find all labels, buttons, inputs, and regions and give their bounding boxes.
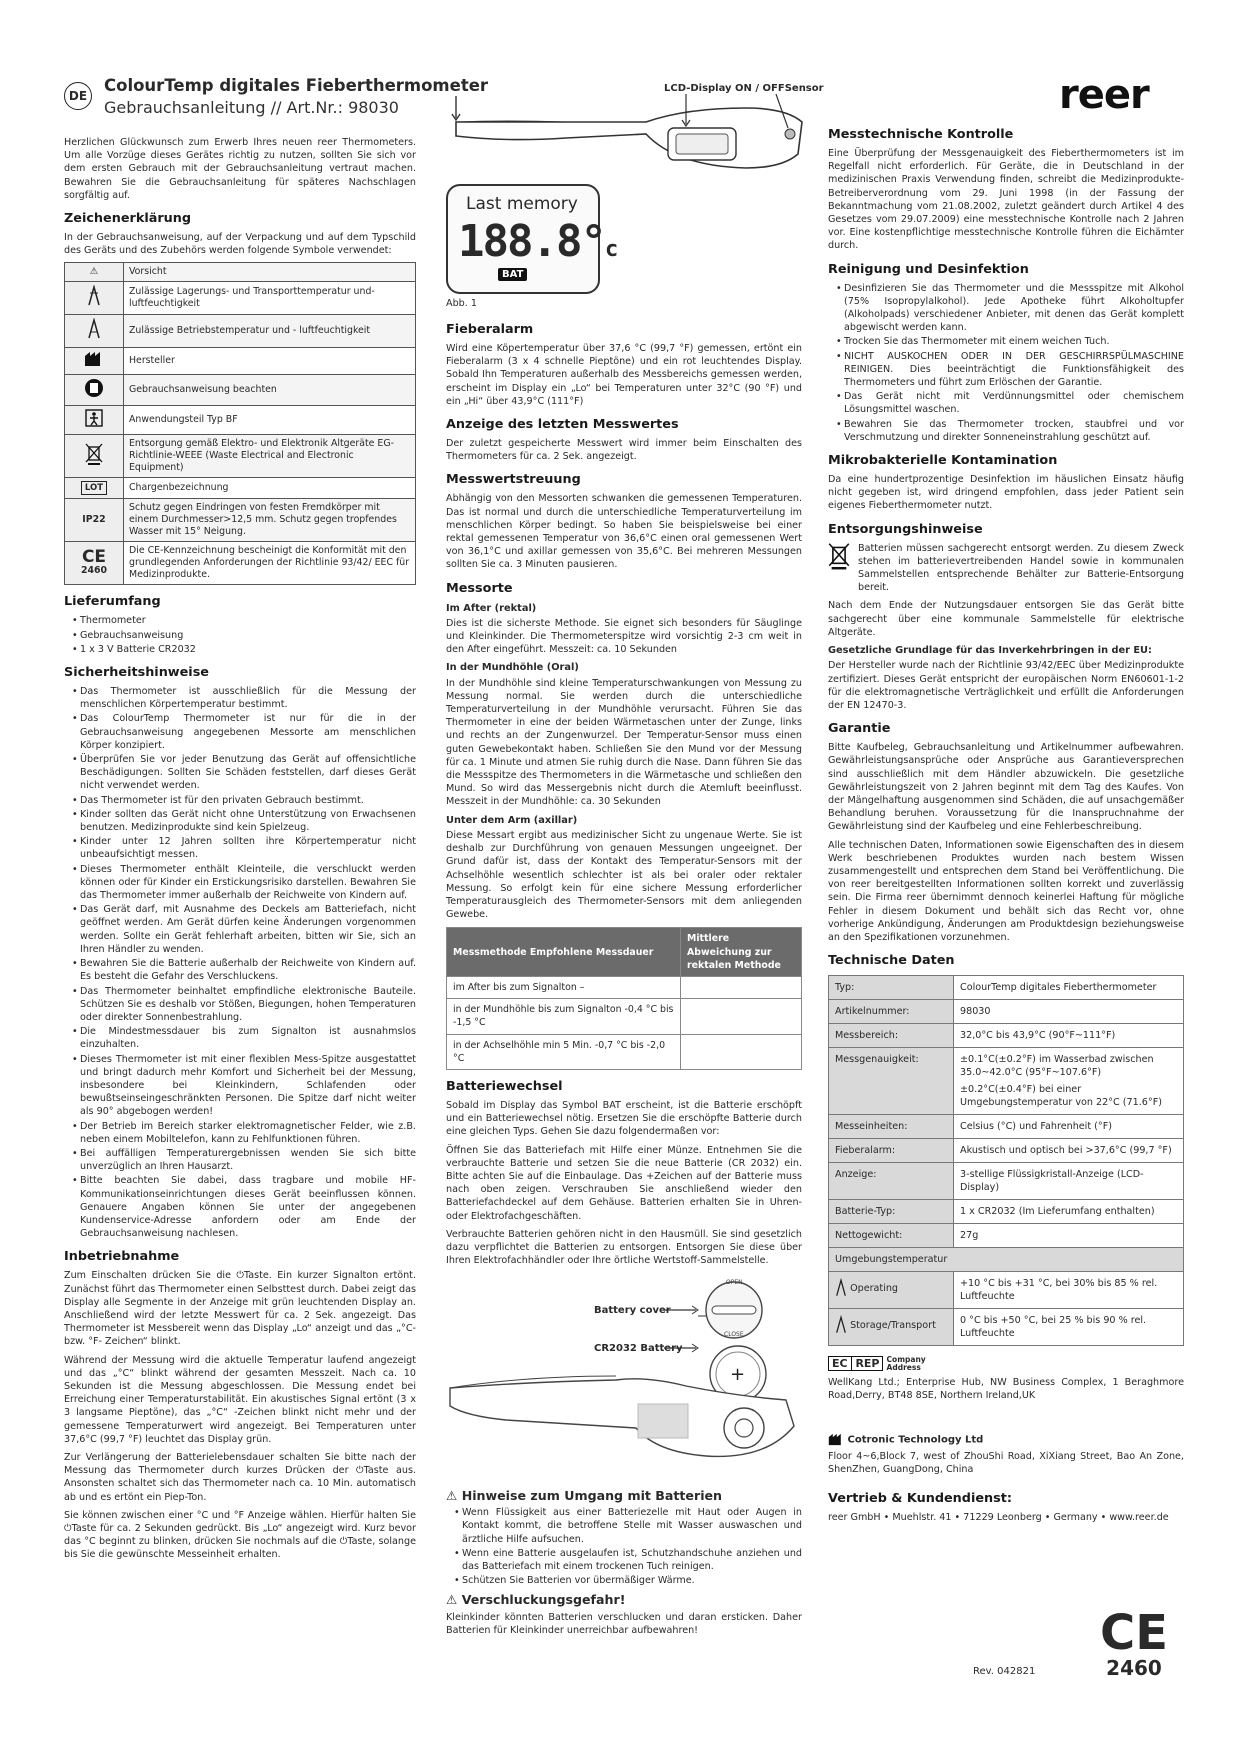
disposal-battery-text: Batterien müssen sachgerecht entsorgt werden. Zu diesem Zweck stehen im batterievertreibenden Handel sowie in kommunalen Sammelstellen entsprechende Behälter zur Batterie-Entsorgung bereit. xyxy=(858,542,1184,594)
axillar-heading: Unter dem Arm (axillar) xyxy=(446,814,578,826)
symbol-row xyxy=(65,348,416,375)
battery-type-label: CR2032 Battery xyxy=(594,1343,683,1354)
intro-text: Herzlichen Glückwunsch zum Erwerb Ihres neuen reer Thermometers. Um alle Vorzüge dieses Gerätes richtig zu nutzen, sollten Sie sich vor dem ersten Gebrauch mit der Gebrauchsanleitung vertraut machen. Bewahren Sie die Gebrauchsanleitung für späteres Nachschlagen sorgfältig auf. xyxy=(64,137,416,201)
list-item: • Dieses Thermometer ist mit einer flexiblen Mess-Spitze ausgestattet und bringt dadurch mehr Komfort und Sicherheit bei der Messung, insbesondere bei Kleinkindern, Schlafenden oder bewußtseinseingeschränkten Personen. Die Spitze darf nicht weiter als 90° abgebogen werden! xyxy=(74,1053,416,1119)
symbol-label: Schutz gegen Eindringen von festen Fremdkörper mit einem Durchmesser>12,5 mm. Schutz gegen tropfendes Wasser mit 15° Neigung. xyxy=(124,499,416,542)
disposal-battery xyxy=(828,542,1184,595)
tech-key: Nettogewicht: xyxy=(829,1224,954,1248)
symbol-label: Zulässige Lagerungs- und Transporttemperatur und- luftfeuchtigkeit xyxy=(124,282,416,315)
last-value-heading: Anzeige des letzten Messwertes xyxy=(446,417,679,433)
ec-rep-block xyxy=(828,1356,1184,1372)
tech-key: Messbereich: xyxy=(829,1024,954,1048)
tech-value: 0 °C bis +50 °C, bei 25 % bis 90 % rel. Luftfeuchte xyxy=(954,1309,1184,1346)
instructions-icon xyxy=(65,375,124,406)
table-row xyxy=(829,1024,1184,1048)
battery-hints-heading: ⚠ Hinweise zum Umgang mit Batterien xyxy=(446,1488,723,1503)
table-row xyxy=(829,1224,1184,1248)
list-item: • Schützen Sie Batterien vor übermäßiger Wärme. xyxy=(456,1574,802,1587)
table-row xyxy=(829,1000,1184,1024)
warranty-heading: Garantie xyxy=(828,721,891,737)
manufacturer-block xyxy=(828,1433,1184,1447)
micro-text: Da eine hundertprozentige Desinfektion im häuslichen Einsatz häufig nicht gegeben ist, wird dringend empfohlen, dass jeder Patient sein eigenes Fieberthermometer nutzt. xyxy=(828,474,1184,512)
document-subtitle: Gebrauchsanleitung // Art.Nr.: 98030 xyxy=(104,98,399,117)
figure-label-lcd-sensor: LCD-Display ON / OFFSensor xyxy=(664,83,824,94)
ce-icon: CE xyxy=(81,547,107,568)
warranty-paragraph: Bitte Kaufbeleg, Gebrauchsanleitung und Artikelnummer aufbewahren. Gewährleistungsansprüche oder Ansprüche aus Garantieversprechen sind ausschließlich mit dem Händler abzuwickeln. Die gesetzliche Gewährleistungszeit von 2 Jahren beginnt mit dem Tag des Kaufes. Von der Mängelhaftung ausgenommen sind Schäden, die auf unsachgemäßer Behandlung beruhen. Voraussetzung für die Inanspruchnahme der Gewährleistung sind der Kaufbeleg und eine Fehlerbeschreibung. xyxy=(828,742,1184,833)
manufacturer-icon xyxy=(65,348,124,375)
list-item: • Desinfizieren Sie das Thermometer und die Messspitze mit Alkohol (75% Isopropylalkohol). Jede Apotheke führt Alkoholtupfer (Alkoholpads) verschiedener Anbieter, mit denen das Gerät komplett abgewischt werden kann. xyxy=(838,282,1184,335)
tech-value: Akustisch und optisch bei >37,6°C (99,7 °F) xyxy=(954,1139,1184,1163)
manufacturer-address: Floor 4~6,Block 7, west of ZhouShi Road, XiXiang Street, Bao An Zone, ShenZhen, GuangDong, China xyxy=(828,1451,1184,1476)
table-cell xyxy=(681,999,802,1034)
symbol-label: Vorsicht xyxy=(124,263,416,282)
list-item: • Das Thermometer ist für den privaten Gebrauch bestimmt. xyxy=(74,794,416,807)
tech-key: Messgenauigkeit: xyxy=(829,1048,954,1115)
tech-value: 32,0°C bis 43,9°C (90°F~111°F) xyxy=(954,1024,1184,1048)
table-cell: im After bis zum Signalton – xyxy=(447,976,681,998)
table-row xyxy=(447,1034,802,1069)
warning-icon: ⚠ xyxy=(446,1488,462,1503)
tech-key: Batterie-Typ: xyxy=(829,1200,954,1224)
list-item: • Gebrauchsanweisung xyxy=(74,629,416,642)
legal-text: Der Hersteller wurde nach der Richtlinie 93/42/EEC über Medizinprodukte zertifiziert. Dieses Gerät entspricht der europäischen Norm EN60601-1-2 für die elektromagnetische Verträglichkeit und erfüllt die Anforderungen der EN 12470-3. xyxy=(828,660,1184,711)
list-item: • NICHT AUSKOCHEN ODER IN DER GESCHIRRSPÜLMASCHINE REINIGEN. Dies beeinträchtigt die Funktionsfähigkeit des Thermometers und führt zum Erlöschen der Garantie. xyxy=(838,350,1184,390)
list-item: • Kinder unter 12 Jahren sollten ihre Körpertemperatur nicht unbeaufsichtigt messen. xyxy=(74,835,416,861)
distribution-heading: Vertrieb & Kundendienst: xyxy=(828,1490,1012,1506)
list-item: • Bei auffälligen Temperaturergebnissen wenden Sie sich bitte unverzüglich an Ihren Hausarzt. xyxy=(74,1147,416,1173)
tech-key: Fieberalarm: xyxy=(829,1139,954,1163)
safety-list xyxy=(64,685,416,1240)
symbol-row xyxy=(65,406,416,435)
lcd-bat-indicator: BAT xyxy=(498,268,527,281)
language-badge: DE xyxy=(64,82,92,110)
column-middle xyxy=(446,322,802,1272)
symbol-row xyxy=(65,435,416,478)
manufacturer-icon xyxy=(828,1433,844,1446)
brand-logo: reer xyxy=(1059,72,1149,118)
ip22-icon: IP22 xyxy=(65,499,124,542)
tech-value: 27g xyxy=(954,1224,1184,1248)
startup-paragraph: Sie können zwischen einer °C und °F Anzeige wählen. Hierfür halten Sie ⏻Taste für ca. 2 Sekunden gedrückt. Bis „Lo“ angezeigt wird. Kurz bevor das °C beginnt zu blinken, drücken Sie nochmals auf die ⏻Taste, solange bis Sie die gewünschte Messeinheit erhalten. xyxy=(64,1509,416,1561)
variance-text: Abhängig von den Messorten schwanken die gemessenen Temperaturen. Das ist normal und durch die unterschiedliche Temperaturverteilung im menschlichen Körper bedingt. So haben Sie beispielsweise bei einer rektal gemessenen Temperatur von 36,6°C einen oral gemessenen Wert von 36,1°C und axillar gemessen von 35,6°C. Bei mehreren Messungen sollten Sie ca. 3 Minuten pausieren. xyxy=(446,493,802,571)
list-item: • Trocken Sie das Thermometer mit einem weichen Tuch. xyxy=(838,335,1184,348)
table-row xyxy=(829,1048,1184,1115)
ce-mark xyxy=(1100,1605,1169,1680)
symbol-row xyxy=(65,263,416,282)
list-item: • Thermometer xyxy=(74,614,416,627)
metrology-text: Eine Überprüfung der Messgenauigkeit des Fieberthermometers ist im Regelfall nicht erforderlich. Für Geräte, die in Deutschland in der medizinischen Praxis Verwendung finden, schreibt die Medizinprodukte-Betreiberverordnung vom 29. Juni 1998 (in der Fassung der Bekanntmachung vom 21.08.2002, zuletzt geändert durch Artikel 4 des Gesetzes vom 29.07.2009) eine messtechnische Kontrolle nach 2 Jahren vor. Eine kostenpflichtige messtechnische Kontrolle führen die Eichämter durch. xyxy=(828,148,1184,252)
tech-table xyxy=(828,975,1184,1346)
weee-icon xyxy=(828,542,850,570)
table-row xyxy=(829,1115,1184,1139)
axillar-text: Diese Messart ergibt aus medizinischer Sicht zu ungenaue Werte. Sie ist deshalb zur Durchführung von genauen Messungen ungeeignet. Der Grund dafür ist, dass der Kontakt des Temperatur-Sensors mit der Achselhöhle wesentlich schlechter ist als bei oraler oder rektaler Messung. So erfolgt kein für eine sichere Messung erforderlicher Temperaturausgleich des Thermometer-Sensors mit dem anliegenden Gewebe. xyxy=(446,829,802,921)
list-item: • 1 x 3 V Batterie CR2032 xyxy=(74,643,416,656)
tech-key: Anzeige: xyxy=(829,1163,954,1200)
list-item: • Bewahren Sie die Batterie außerhalb der Reichweite von Kindern auf. Es besteht die Gefahr des Verschluckens. xyxy=(74,957,416,983)
startup-paragraph: Zum Einschalten drücken Sie die ⏻Taste. Ein kurzer Signalton ertönt. Zunächst führt das Thermometer einen Selbsttest durch. Dabei zeigt das Display alle Segmente in der Anzeige mit grün leuchtenden Display an. Anschließend wird der letzte Messwert für ca. 2 Sek. angezeigt. Das Thermometer ist Messbereit wenn das Display „Lo“ anzeigt und das „°C- bzw. °F- Zeichen“ blinkt. xyxy=(64,1270,416,1348)
sites-heading: Messorte xyxy=(446,580,513,596)
column-header: Mittlere Abweichung zur rektalen Methode xyxy=(681,928,802,977)
revision: Rev. 042821 xyxy=(973,1666,1036,1677)
table-cell: in der Mundhöhle bis zum Signalton -0,4 °C bis -1,5 °C xyxy=(447,999,681,1034)
ec-rep-address: WellKang Ltd.; Enterprise Hub, NW Business Complex, 1 Beraghmore Road,Derry, BT48 8SE, Northern Ireland,UK xyxy=(828,1377,1184,1402)
close-label: CLOSE xyxy=(724,1331,744,1338)
thermometer-illustration xyxy=(446,94,806,180)
last-value-text: Der zuletzt gespeicherte Messwert wird immer beim Einschalten des Thermometers für ca. 2 Sek. angezeigt. xyxy=(446,438,802,463)
table-row xyxy=(447,976,802,998)
table-row xyxy=(447,999,802,1034)
scope-list xyxy=(64,614,416,656)
list-item: • Das Thermometer ist ausschließlich für die Messung der menschlichen Körpertemperatur bestimmt. xyxy=(74,685,416,711)
document-title: ColourTemp digitales Fieberthermometer xyxy=(104,76,489,95)
storage-temp-icon xyxy=(65,282,124,315)
tech-value: 1 x CR2032 (Im Lieferumfang enthalten) xyxy=(954,1200,1184,1224)
weee-icon xyxy=(65,435,124,478)
table-header-row xyxy=(447,928,802,977)
battery-hints xyxy=(446,1483,802,1642)
tech-key: Storage/Transport xyxy=(829,1309,954,1346)
table-cell xyxy=(681,976,802,998)
cleaning-heading: Reinigung und Desinfektion xyxy=(828,261,1029,277)
symbol-label: Die CE-Kennzeichnung bescheinigt die Konformität mit den grundlegenden Anforderungen der Richtlinie 93/42/ EEC für Medizinprodukte. xyxy=(124,542,416,585)
ce-number: 2460 xyxy=(80,565,108,577)
list-item: • Die Mindestmessdauer bis zum Signalton ist ausnahmslos einzuhalten. xyxy=(74,1025,416,1051)
symbol-row xyxy=(65,315,416,348)
safety-heading: Sicherheitshinweise xyxy=(64,665,209,681)
symbol-row xyxy=(65,542,416,585)
table-row xyxy=(829,1272,1184,1309)
list-item: • Bitte beachten Sie dabei, dass tragbare und mobile HF-Kommunikationseinrichtungen dieses Gerät beeinflussen können. Genauere Angaben können Sie unter der angegebenen Kundenservice-Adresse anfordern oder am Ende der Gebrauchsanweisung nachlesen. xyxy=(74,1174,416,1240)
tech-key: Typ: xyxy=(829,976,954,1000)
list-item: • Dieses Thermometer enthält Kleinteile, die verschluckt werden können oder für Kinder ein Erstickungsrisiko darstellen. Bewahren Sie das Thermometer immer außerhalb der Reichweite von Kindern auf. xyxy=(74,863,416,903)
variance-heading: Messwertstreuung xyxy=(446,472,581,488)
list-item: • Überprüfen Sie vor jeder Benutzung das Gerät auf offensichtliche Beschädigungen. Sollten Sie Schäden feststellen, darf dieses Gerät nicht verwendet werden. xyxy=(74,753,416,793)
warranty-paragraph: Alle technischen Daten, Informationen sowie Eigenschaften des in diesem Werk beschriebenen Produktes wurden nach bestem Wissen zusammengestellt und entsprechen dem Stand bei Veröffentlichung. Die von reer bereitgestellten Informationen sollten korrekt und zuverlässig sein. Die Firma reer übernimmt dennoch keinerlei Haftung für mögliche Fehler in diesem Dokument und behält sich das Recht vor, ohne vorherige Ankündigung, Änderungen am Produktdesign beziehungsweise an den Spezifikationen vorzunehmen. xyxy=(828,839,1184,943)
symbol-row xyxy=(65,478,416,499)
figure-caption: Abb. 1 xyxy=(446,298,477,309)
oral-heading: In der Mundhöhle (Oral) xyxy=(446,662,579,674)
table-row xyxy=(829,1309,1184,1346)
metrology-heading: Messtechnische Kontrolle xyxy=(828,127,1014,142)
symbol-label: Chargenbezeichnung xyxy=(124,478,416,499)
lcd-last-memory: Last memory xyxy=(466,194,578,214)
table-cell: in der Achselhöhle min 5 Min. -0,7 °C bis -2,0 °C xyxy=(447,1034,681,1069)
list-item: • Das ColourTemp Thermometer ist nur für die in der Gebrauchsanweisung angegebenen Messorte am menschlichen Körper konzipiert. xyxy=(74,712,416,752)
warning-icon: ⚠ xyxy=(65,263,124,282)
open-label: OPEN xyxy=(726,1279,743,1286)
column-right xyxy=(828,127,1184,1529)
battery-change-heading: Batteriewechsel xyxy=(446,1078,563,1094)
oral-text: In der Mundhöhle sind kleine Temperaturschwankungen von Messung zu Messung normal. Sie werden durch die unterschiedliche Temperaturverteilung in der Mundhöhle verursacht. Führen Sie das Thermometer in eine der beiden Wärmetaschen unter der Zunge, links und rechts an der Zungenwurzel. Der Temperatur-Sensor muss einen guten Gewebekontakt haben. Schließen Sie den Mund vor der Messung für ca. 1 Minute und atmen Sie ruhig durch die Nase. Dann führen Sie das die Messspitze des Thermometers in die Wärmetasche und schließen den Mund. So wird das Messergebnis nicht durch die Atemluft beeinflusst. Messzeit in der Mundhöhle: ca. 30 Sekunden xyxy=(446,677,802,808)
lcd-display-illustration xyxy=(446,184,617,294)
list-item: • Der Betrieb im Bereich starker elektromagnetischer Felder, wie z.B. neben einem Mobiltelefon, kann zu Fehlfunktionen führen. xyxy=(74,1120,416,1146)
tech-key: Messeinheiten: xyxy=(829,1115,954,1139)
scope-heading: Lieferumfang xyxy=(64,594,161,610)
symbol-label: Hersteller xyxy=(124,348,416,375)
ce-icon: CE xyxy=(1100,1605,1169,1661)
cleaning-list xyxy=(828,282,1184,444)
tech-env-heading: Umgebungstemperatur xyxy=(829,1248,1184,1272)
svg-text:+: + xyxy=(730,1364,746,1385)
startup-heading: Inbetriebnahme xyxy=(64,1249,180,1265)
table-cell xyxy=(681,1034,802,1069)
tech-value: 98030 xyxy=(954,1000,1184,1024)
table-row xyxy=(829,1200,1184,1224)
battery-change-paragraph: Verbrauchte Batterien gehören nicht in den Hausmüll. Sie sind gesetzlich dazu verpflichtet die Batterien zu entsorgen. Entsorgen Sie diese über Ihren Elektrofachhändler oder Ihre örtliche Wertstoff-Sammelstelle. xyxy=(446,1228,802,1267)
lcd-value: 188.8°c xyxy=(458,216,617,267)
symbol-label: Entsorgung gemäß Elektro- und Elektronik Altgeräte EG-Richtlinie-WEEE (Waste Electrical and Electronic Equipment) xyxy=(124,435,416,478)
warning-icon: ⚠ xyxy=(446,1592,462,1608)
distribution-text: reer GmbH • Muehlstr. 41 • 71229 Leonberg • Germany • www.reer.de xyxy=(828,1511,1169,1523)
micro-heading: Mikrobakterielle Kontamination xyxy=(828,453,1058,469)
storage-temp-icon xyxy=(835,1314,847,1336)
startup-paragraph: Zur Verlängerung der Batterielebensdauer schalten Sie bitte nach der Messung das Thermometer durch kurzes Drücken der ⏻Taste aus. Ansonsten schaltet sich das Thermometer nach ca. 10 Min. automatisch ab und es ertönt ein Piep-Ton. xyxy=(64,1452,416,1503)
list-item: • Das Gerät darf, mit Ausnahme des Deckels am Batteriefach, nicht geöffnet werden. Am Gerät dürfen keine Änderungen vorgenommen werden. Sollte ein Gerät fehlerhaft arbeiten, bitten wir Sie, sich an Ihren Händler zu wenden. xyxy=(74,903,416,956)
list-item: • Kinder sollten das Gerät nicht ohne Unterstützung von Erwachsenen benutzen. Medizinprodukte sind kein Spielzeug. xyxy=(74,808,416,834)
manufacturer-name: Cotronic Technology Ltd xyxy=(847,1434,984,1446)
operating-temp-icon xyxy=(65,315,124,348)
fever-alarm-text: Wird eine Köpertemperatur über 37,6 °C (99,7 °F) gemessen, ertönt ein Fieberalarm (3 x 4 schnelle Pieptöne) und ein rot leuchtendes Display. Sobald Ihn Temperaturen außerhalb des Messbereichs gemessen werden, erscheint im Display ein „Lo“ bei Temperaturen unter 32°C (90 °F) und ein „Hi“ über 43,9°C (111°F) xyxy=(446,343,802,407)
symbols-heading: Zeichenerklärung xyxy=(64,211,192,227)
type-bf-icon xyxy=(65,406,124,435)
tech-value: ±0.1°C(±0.2°F) im Wasserbad zwischen 35.0~42.0°C (95°F~107.6°F) ±0.2°C(±0.4°F) bei einer Umgebungstemperatur von 22°C (71.6°F) xyxy=(954,1048,1184,1115)
battery-hints-list xyxy=(446,1506,802,1587)
table-row xyxy=(829,1163,1184,1200)
symbol-label: Gebrauchsanweisung beachten xyxy=(124,375,416,406)
rectal-text: Dies ist die sicherste Methode. Sie eignet sich besonders für Säuglinge und Kleinkinder. Die Thermometerspitze wird vorsichtig 2-3 cm weit in den After eingeführt. Messzeit: ca. 10 Sekunden xyxy=(446,617,802,656)
startup-paragraph: Während der Messung wird die aktuelle Temperatur laufend angezeigt und das „°C“ blinkt während der gesamten Messzeit. Nach ca. 10 Sekunden ist die Messung abgeschlossen. Die Messung endet bei Erreichung einer Temperaturstabilität. Ein akustisches Signal ertönt (3 x 3 langsame Pieptöne), das „°C“ -Zeichen blinkt nicht mehr und der gemessene Temperaturwert wird angezeigt. Bei Temperaturen unter 37,6°C (99,7 °F) leuchtet das Display grün. xyxy=(64,1354,416,1445)
symbol-row xyxy=(65,282,416,315)
battery-change-paragraph: Sobald im Display das Symbol BAT erscheint, ist die Batterie erschöpft und ein Batteriewechsel nötig. Ersetzen Sie die erschöpfte Batterie durch eine gleichen Typs. Gehen Sie dazu folgendermaßen vor: xyxy=(446,1099,802,1138)
choke-text: Kleinkinder könnten Batterien verschlucken und daran ersticken. Daher Batterien für Kleinkinder unerreichbar aufbewahren! xyxy=(446,1611,802,1636)
lcd-unit: c xyxy=(604,237,617,262)
tech-key: Artikelnummer: xyxy=(829,1000,954,1024)
document-header xyxy=(64,76,489,126)
list-item: • Das Gerät nicht mit Verdünnungsmittel oder chemischem Lösungsmittel waschen. xyxy=(838,390,1184,416)
choke-heading: ⚠ Verschluckungsgefahr! xyxy=(446,1592,626,1608)
method-table xyxy=(446,927,802,1070)
battery-cover-label: Battery cover xyxy=(594,1305,671,1316)
list-item: • Wenn eine Batterie ausgelaufen ist, Schutzhandschuhe anziehen und das Batteriefach mit einem trockenen Tuch reinigen. xyxy=(456,1547,802,1573)
symbols-text: In der Gebrauchsanweisung, auf der Verpackung und auf dem Typschild des Geräts und des Zubehörs werden folgende Symbole verwendet: xyxy=(64,232,416,257)
rectal-heading: Im After (rektal) xyxy=(446,602,537,614)
operating-temp-icon xyxy=(835,1277,847,1299)
ec-rep-icon: EC REP xyxy=(828,1356,883,1371)
battery-change-paragraph: Öffnen Sie das Batteriefach mit Hilfe einer Münze. Entnehmen Sie die verbrauchte Batterie und setzen Sie die neue Batterie (CR 2032) ein. Bitte achten Sie auf die Einbaulage. Das +Zeichen auf der Batterie muss nach oben zeigen. Verschrauben Sie anschließend wieder den Batteriefachdeckel auf dem Gehäuse. Batterien erhalten Sie in Uhren- oder Elektrofachgeschäften. xyxy=(446,1144,802,1222)
table-row xyxy=(829,976,1184,1000)
fever-alarm-heading: Fieberalarm xyxy=(446,322,534,337)
symbol-label: Anwendungsteil Typ BF xyxy=(124,406,416,435)
symbol-label: Zulässige Betriebstemperatur und - luftfeuchtigkeit xyxy=(124,315,416,348)
battery-illustration xyxy=(446,1276,806,1466)
disposal-device-text: Nach dem Ende der Nutzungsdauer entsorgen Sie das Gerät bitte sachgerecht über eine kommunale Sammelstelle für elektrische Altgeräte. xyxy=(828,600,1184,638)
ec-rep-label: Company Address xyxy=(886,1355,926,1373)
ce-number: 2460 xyxy=(1106,1656,1162,1680)
tech-value: 3-stellige Flüssigkristall-Anzeige (LCD-Display) xyxy=(954,1163,1184,1200)
table-row xyxy=(829,1248,1184,1272)
column-left xyxy=(64,136,416,1567)
tech-heading: Technische Daten xyxy=(828,953,955,969)
symbol-row xyxy=(65,375,416,406)
symbol-row xyxy=(65,499,416,542)
symbols-table xyxy=(64,262,416,585)
tech-value: ColourTemp digitales Fieberthermometer xyxy=(954,976,1184,1000)
table-row xyxy=(829,1139,1184,1163)
list-item: • Wenn Flüssigkeit aus einer Batteriezelle mit Haut oder Augen in Kontakt kommt, die betroffene Stelle mit Wasser auswaschen und ärztliche Hilfe aufsuchen. xyxy=(456,1506,802,1546)
legal-heading: Gesetzliche Grundlage für das Inverkehrbringen in der EU: xyxy=(828,645,1152,657)
list-item: • Das Thermometer beinhaltet empfindliche elektronische Bauteile. Schützen Sie es deshalb vor Stößen, Biegungen, hohen Temperaturen oder direkter Sonnenbestrahlung. xyxy=(74,985,416,1025)
list-item: • Bewahren Sie das Thermometer trocken, staubfrei und vor Verschmutzung und direkter Sonneneinstrahlung geschützt auf. xyxy=(838,418,1184,444)
disposal-heading: Entsorgungshinweise xyxy=(828,521,983,537)
lot-icon: LOT xyxy=(81,481,107,495)
tech-value: +10 °C bis +31 °C, bei 30% bis 85 % rel. Luftfeuchte xyxy=(954,1272,1184,1309)
tech-key: Operating xyxy=(829,1272,954,1309)
tech-value: Celsius (°C) und Fahrenheit (°F) xyxy=(954,1115,1184,1139)
column-header: Messmethode Empfohlene Messdauer xyxy=(447,928,681,977)
